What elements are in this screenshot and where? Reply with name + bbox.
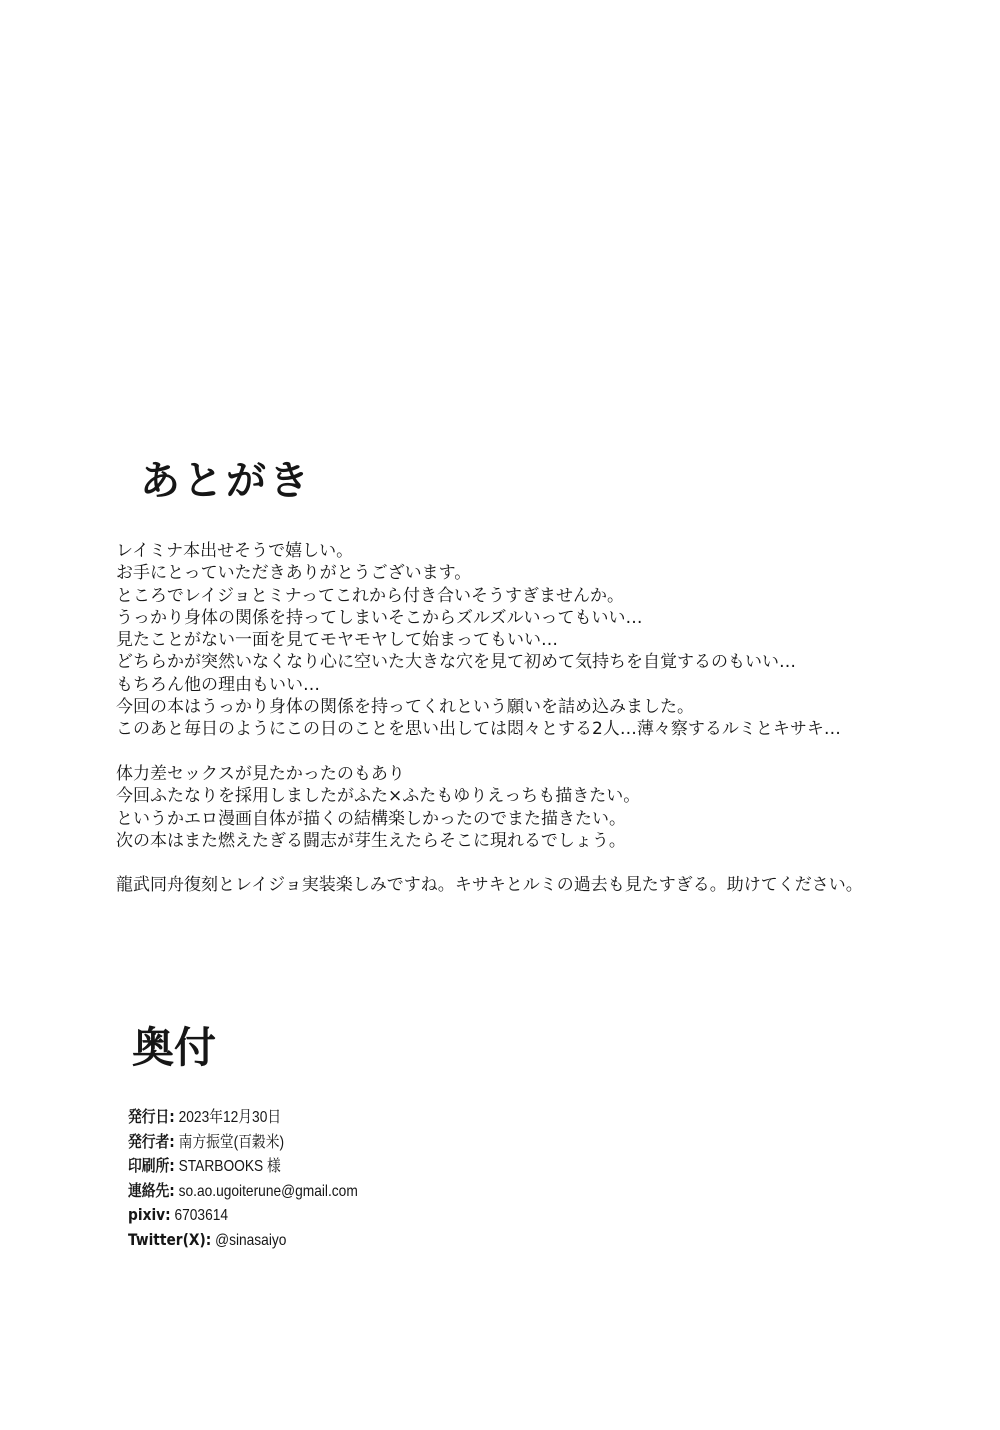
afterword-line: 龍武同舟復刻とレイジョ実装楽しみですね。キサキとルミの過去も見たすぎる。助けてください。 (116, 875, 863, 896)
colophon-entry-twitter (128, 1228, 358, 1253)
afterword-line: 次の本はまた燃えたぎる闘志が芽生えたらそこに現れるでしょう。 (116, 830, 626, 851)
colophon-label: pixiv: (128, 1205, 171, 1224)
paragraph-gap (116, 852, 966, 874)
afterword-line: 今回ふたなりを採用しましたがふた×ふたもゆりえっちも描きたい。 (116, 786, 641, 807)
afterword-line: もちろん他の理由もいい… (116, 674, 320, 695)
contact-email[interactable]: so.ao.ugoiterune@gmail.com (174, 1182, 358, 1200)
colophon-title: 奥付 (132, 1023, 217, 1072)
afterword-line: お手にとっていただきありがとうございます。 (116, 563, 472, 584)
afterword-line: ところでレイジョとミナってこれから付き合いそうすぎませんか。 (116, 585, 624, 606)
pixiv-id: 6703614 (170, 1207, 229, 1224)
afterword-line: というかエロ漫画自体が描くの結構楽しかったのでまた描きたい。 (116, 808, 626, 829)
colophon-entry-pixiv (128, 1203, 358, 1228)
colophon-label: 連絡先: (128, 1180, 175, 1200)
paragraph-gap (116, 741, 966, 763)
afterword-line: 今回の本はうっかり身体の関係を持ってくれという願いを詰め込みました。 (116, 697, 694, 718)
afterword-line: レイミナ本出せそうで嬉しい。 (116, 541, 354, 561)
afterword-line: 体力差セックスが見たかったのもあり (116, 763, 405, 784)
twitter-handle[interactable]: @sinasaiyo (211, 1231, 287, 1249)
colophon-list (128, 1105, 358, 1252)
colophon-entry-publisher (128, 1130, 358, 1155)
colophon-value: 南方振堂(百穀米) (174, 1133, 285, 1151)
colophon-label: 発行者: (128, 1131, 175, 1151)
afterword-line: 見たことがない一面を見てモヤモヤして始まってもいい… (116, 630, 558, 651)
afterword-line: このあと毎日のようにこの日のことを思い出しては悶々とする2人…薄々察するルミとキサキ… (116, 719, 841, 740)
colophon-label: 印刷所: (128, 1156, 175, 1175)
colophon-entry-contact (128, 1179, 358, 1204)
afterword-line: どちらかが突然いなくなり心に空いた大きな穴を見て初めて気持ちを自覚するのもいい… (116, 652, 796, 673)
colophon-entry-printer (128, 1154, 358, 1179)
colophon-label: Twitter(X): (128, 1229, 212, 1249)
colophon-entry-publish-date (128, 1105, 358, 1130)
afterword-line: うっかり身体の関係を持ってしまいそこからズルズルいってもいい… (116, 607, 643, 628)
colophon-value: 2023年12月30日 (174, 1109, 282, 1126)
afterword-title: あとがき (140, 458, 312, 504)
colophon-label: 発行日: (128, 1107, 175, 1126)
afterword-body (116, 540, 966, 897)
colophon-value: STARBOOKS 様 (174, 1158, 281, 1175)
